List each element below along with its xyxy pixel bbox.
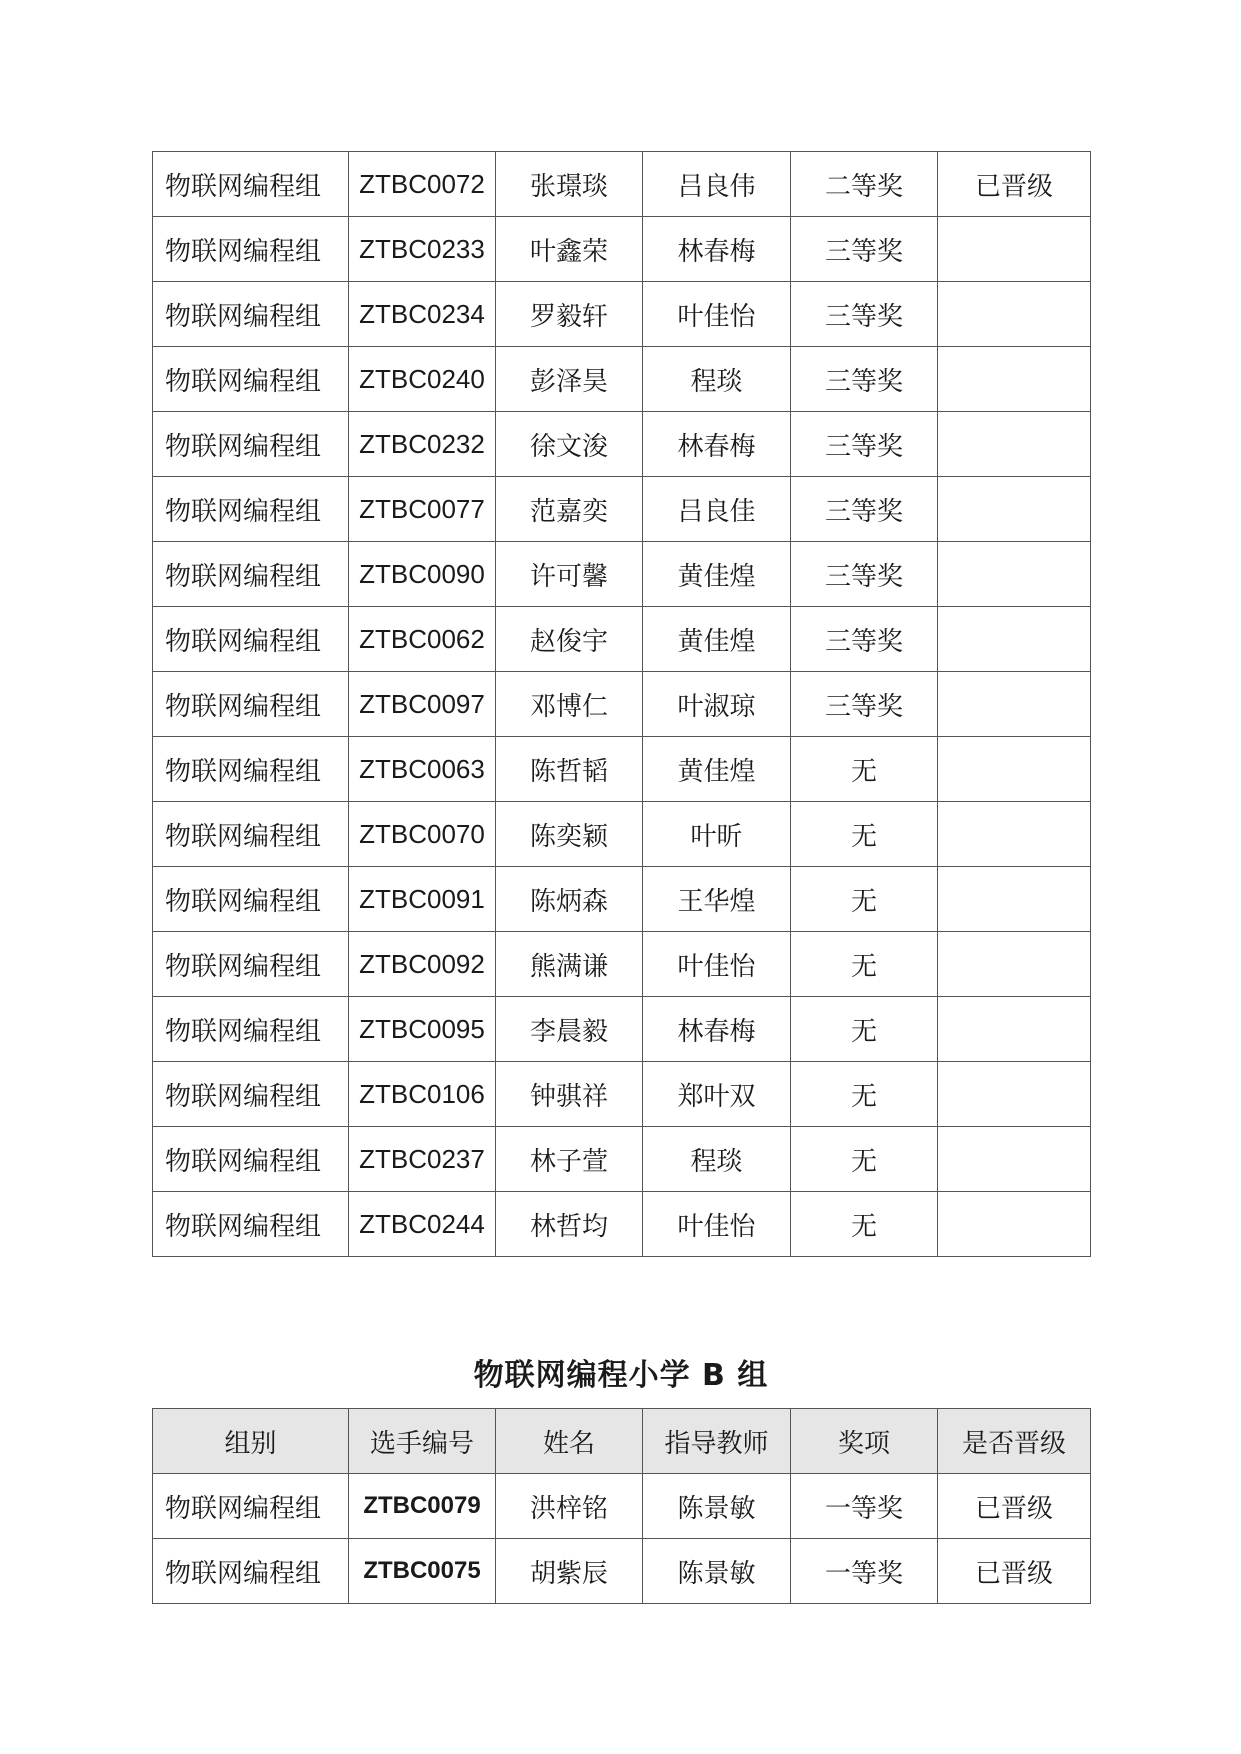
cell-group: 物联网编程组 <box>153 217 349 282</box>
cell-name: 林子萱 <box>496 1127 643 1192</box>
cell-promoted <box>938 672 1091 737</box>
cell-name: 陈哲韬 <box>496 737 643 802</box>
cell-code: ZTBC0075 <box>349 1539 496 1604</box>
table-row <box>153 477 1091 542</box>
cell-group: 物联网编程组 <box>153 1474 349 1539</box>
cell-code: ZTBC0240 <box>349 347 496 412</box>
cell-promoted: 已晋级 <box>938 152 1091 217</box>
section-title: 物联网编程小学 B 组 <box>473 1358 769 1393</box>
cell-promoted <box>938 412 1091 477</box>
cell-teacher: 陈景敏 <box>643 1474 791 1539</box>
cell-teacher: 吕良佳 <box>643 477 791 542</box>
cell-award: 无 <box>791 1062 938 1127</box>
cell-teacher: 叶淑琼 <box>643 672 791 737</box>
table-row <box>153 1062 1091 1127</box>
cell-teacher: 叶昕 <box>643 802 791 867</box>
cell-award: 一等奖 <box>791 1539 938 1604</box>
table-row <box>153 152 1091 217</box>
header-group: 组别 <box>153 1409 349 1474</box>
cell-teacher: 陈景敏 <box>643 1539 791 1604</box>
cell-award: 三等奖 <box>791 672 938 737</box>
cell-name: 胡紫辰 <box>496 1539 643 1604</box>
header-teacher: 指导教师 <box>643 1409 791 1474</box>
cell-award: 无 <box>791 1127 938 1192</box>
cell-promoted <box>938 282 1091 347</box>
cell-code: ZTBC0095 <box>349 997 496 1062</box>
cell-name: 范嘉奕 <box>496 477 643 542</box>
cell-name: 钟骐祥 <box>496 1062 643 1127</box>
cell-award: 二等奖 <box>791 152 938 217</box>
cell-promoted <box>938 542 1091 607</box>
table-row <box>153 542 1091 607</box>
table-row <box>153 1539 1091 1604</box>
table-row <box>153 802 1091 867</box>
cell-award: 无 <box>791 932 938 997</box>
cell-teacher: 程琰 <box>643 1127 791 1192</box>
cell-award: 无 <box>791 1192 938 1257</box>
cell-code: ZTBC0070 <box>349 802 496 867</box>
cell-group: 物联网编程组 <box>153 1192 349 1257</box>
cell-promoted <box>938 802 1091 867</box>
table-row <box>153 672 1091 737</box>
cell-code: ZTBC0237 <box>349 1127 496 1192</box>
cell-code: ZTBC0232 <box>349 412 496 477</box>
cell-name: 彭泽昊 <box>496 347 643 412</box>
cell-promoted: 已晋级 <box>938 1539 1091 1604</box>
table-row <box>153 932 1091 997</box>
cell-code: ZTBC0062 <box>349 607 496 672</box>
cell-teacher: 郑叶双 <box>643 1062 791 1127</box>
cell-code: ZTBC0092 <box>349 932 496 997</box>
table-row <box>153 997 1091 1062</box>
header-code: 选手编号 <box>349 1409 496 1474</box>
cell-promoted <box>938 217 1091 282</box>
results-table-group-b <box>152 1408 1091 1604</box>
table-row <box>153 1474 1091 1539</box>
header-row <box>153 1409 1091 1474</box>
cell-teacher: 林春梅 <box>643 217 791 282</box>
cell-promoted <box>938 347 1091 412</box>
cell-name: 赵俊宇 <box>496 607 643 672</box>
results-table-continued <box>152 151 1091 1257</box>
results-table-body <box>153 152 1091 1257</box>
table-row <box>153 867 1091 932</box>
cell-name: 陈奕颖 <box>496 802 643 867</box>
cell-group: 物联网编程组 <box>153 412 349 477</box>
cell-award: 三等奖 <box>791 282 938 347</box>
cell-group: 物联网编程组 <box>153 1539 349 1604</box>
cell-award: 三等奖 <box>791 347 938 412</box>
cell-award: 无 <box>791 737 938 802</box>
cell-group: 物联网编程组 <box>153 152 349 217</box>
cell-teacher: 黄佳煌 <box>643 737 791 802</box>
cell-promoted <box>938 997 1091 1062</box>
cell-group: 物联网编程组 <box>153 867 349 932</box>
cell-name: 熊满谦 <box>496 932 643 997</box>
cell-code: ZTBC0234 <box>349 282 496 347</box>
cell-award: 三等奖 <box>791 542 938 607</box>
table-row <box>153 1127 1091 1192</box>
cell-name: 许可馨 <box>496 542 643 607</box>
cell-promoted <box>938 867 1091 932</box>
cell-name: 陈炳森 <box>496 867 643 932</box>
cell-group: 物联网编程组 <box>153 997 349 1062</box>
table-row <box>153 737 1091 802</box>
cell-code: ZTBC0097 <box>349 672 496 737</box>
cell-group: 物联网编程组 <box>153 1127 349 1192</box>
cell-promoted <box>938 1127 1091 1192</box>
cell-group: 物联网编程组 <box>153 282 349 347</box>
cell-teacher: 叶佳怡 <box>643 932 791 997</box>
cell-award: 三等奖 <box>791 607 938 672</box>
cell-award: 无 <box>791 997 938 1062</box>
table-row <box>153 607 1091 672</box>
cell-teacher: 林春梅 <box>643 412 791 477</box>
cell-group: 物联网编程组 <box>153 477 349 542</box>
cell-teacher: 林春梅 <box>643 997 791 1062</box>
cell-group: 物联网编程组 <box>153 802 349 867</box>
cell-code: ZTBC0063 <box>349 737 496 802</box>
table-row <box>153 282 1091 347</box>
cell-promoted <box>938 1192 1091 1257</box>
cell-promoted <box>938 1062 1091 1127</box>
results-table-body <box>153 1474 1091 1604</box>
cell-group: 物联网编程组 <box>153 1062 349 1127</box>
cell-award: 三等奖 <box>791 477 938 542</box>
cell-promoted <box>938 932 1091 997</box>
cell-name: 徐文浚 <box>496 412 643 477</box>
cell-code: ZTBC0233 <box>349 217 496 282</box>
cell-name: 张璟琰 <box>496 152 643 217</box>
table-header <box>153 1409 1091 1474</box>
header-name: 姓名 <box>496 1409 643 1474</box>
cell-group: 物联网编程组 <box>153 607 349 672</box>
cell-teacher: 叶佳怡 <box>643 1192 791 1257</box>
cell-name: 洪梓铭 <box>496 1474 643 1539</box>
cell-group: 物联网编程组 <box>153 672 349 737</box>
cell-teacher: 黄佳煌 <box>643 607 791 672</box>
table-row <box>153 347 1091 412</box>
cell-teacher: 叶佳怡 <box>643 282 791 347</box>
cell-name: 罗毅轩 <box>496 282 643 347</box>
cell-name: 李晨毅 <box>496 997 643 1062</box>
cell-award: 一等奖 <box>791 1474 938 1539</box>
cell-promoted: 已晋级 <box>938 1474 1091 1539</box>
table-row <box>153 217 1091 282</box>
header-promoted: 是否晋级 <box>938 1409 1091 1474</box>
table-row <box>153 412 1091 477</box>
cell-code: ZTBC0244 <box>349 1192 496 1257</box>
cell-award: 无 <box>791 867 938 932</box>
cell-code: ZTBC0072 <box>349 152 496 217</box>
cell-promoted <box>938 607 1091 672</box>
cell-group: 物联网编程组 <box>153 347 349 412</box>
cell-code: ZTBC0079 <box>349 1474 496 1539</box>
cell-code: ZTBC0106 <box>349 1062 496 1127</box>
cell-award: 无 <box>791 802 938 867</box>
cell-teacher: 王华煌 <box>643 867 791 932</box>
header-award: 奖项 <box>791 1409 938 1474</box>
cell-group: 物联网编程组 <box>153 737 349 802</box>
table-row <box>153 1192 1091 1257</box>
cell-promoted <box>938 477 1091 542</box>
cell-group: 物联网编程组 <box>153 542 349 607</box>
cell-promoted <box>938 737 1091 802</box>
cell-group: 物联网编程组 <box>153 932 349 997</box>
cell-code: ZTBC0090 <box>349 542 496 607</box>
cell-award: 三等奖 <box>791 217 938 282</box>
cell-teacher: 程琰 <box>643 347 791 412</box>
cell-award: 三等奖 <box>791 412 938 477</box>
cell-code: ZTBC0091 <box>349 867 496 932</box>
cell-teacher: 吕良伟 <box>643 152 791 217</box>
cell-name: 邓博仁 <box>496 672 643 737</box>
cell-code: ZTBC0077 <box>349 477 496 542</box>
cell-name: 叶鑫荣 <box>496 217 643 282</box>
cell-teacher: 黄佳煌 <box>643 542 791 607</box>
cell-name: 林哲均 <box>496 1192 643 1257</box>
